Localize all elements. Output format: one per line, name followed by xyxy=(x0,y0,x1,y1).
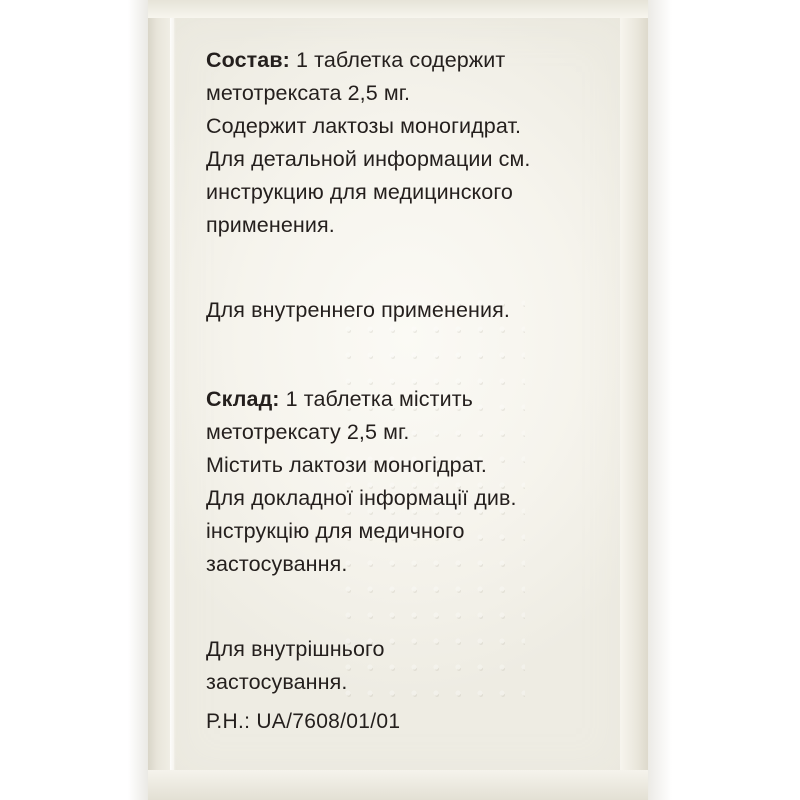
spacer-3 xyxy=(206,581,606,633)
composition-ua-line-6: застосування. xyxy=(206,552,348,576)
composition-ru-line-1 xyxy=(206,44,606,77)
usage-ua-line-1: Для внутрішнього xyxy=(206,637,385,661)
composition-ua-line-1 xyxy=(206,383,606,416)
composition-ua-line-3: Містить лактози моногідрат. xyxy=(206,453,487,477)
carton-left-shadow xyxy=(128,0,150,800)
composition-ua-line-5: інструкцію для медичного xyxy=(206,519,465,543)
composition-ua-line-2: метотрексату 2,5 мг. xyxy=(206,420,410,444)
composition-ua-line-1-text: 1 таблетка містить xyxy=(279,387,473,411)
carton-text-panel xyxy=(206,44,606,699)
composition-ru-block xyxy=(206,44,606,242)
carton-top-flap xyxy=(148,0,648,18)
composition-ua-label: Склад: xyxy=(206,387,280,411)
usage-ru-block xyxy=(206,294,606,327)
carton-right-shadow xyxy=(646,0,672,800)
spacer-1 xyxy=(206,242,606,294)
usage-ru-line-1: Для внутреннего применения. xyxy=(206,298,510,322)
carton-bottom-flap xyxy=(148,770,648,800)
composition-ua-block xyxy=(206,383,606,581)
composition-ru-line-4: Для детальной информации см. xyxy=(206,147,531,171)
composition-ru-line-6: применения. xyxy=(206,213,335,237)
composition-ru-line-5: инструкцию для медицинского xyxy=(206,180,513,204)
composition-ru-line-3: Содержит лактозы моногидрат. xyxy=(206,114,522,138)
composition-ru-line-1-text: 1 таблетка содержит xyxy=(289,48,506,72)
usage-ua-line-2: застосування. xyxy=(206,670,348,694)
carton-right-fold xyxy=(620,0,648,800)
registration-number: Р.Н.: UA/7608/01/01 xyxy=(206,710,401,733)
spacer-2 xyxy=(206,327,606,383)
composition-ru-label: Состав: xyxy=(206,48,290,72)
usage-ua-block xyxy=(206,633,606,699)
composition-ua-line-4: Для докладної інформації див. xyxy=(206,486,517,510)
composition-ru-line-2: метотрексата 2,5 мг. xyxy=(206,81,411,105)
carton-left-fold-highlight xyxy=(170,0,176,800)
